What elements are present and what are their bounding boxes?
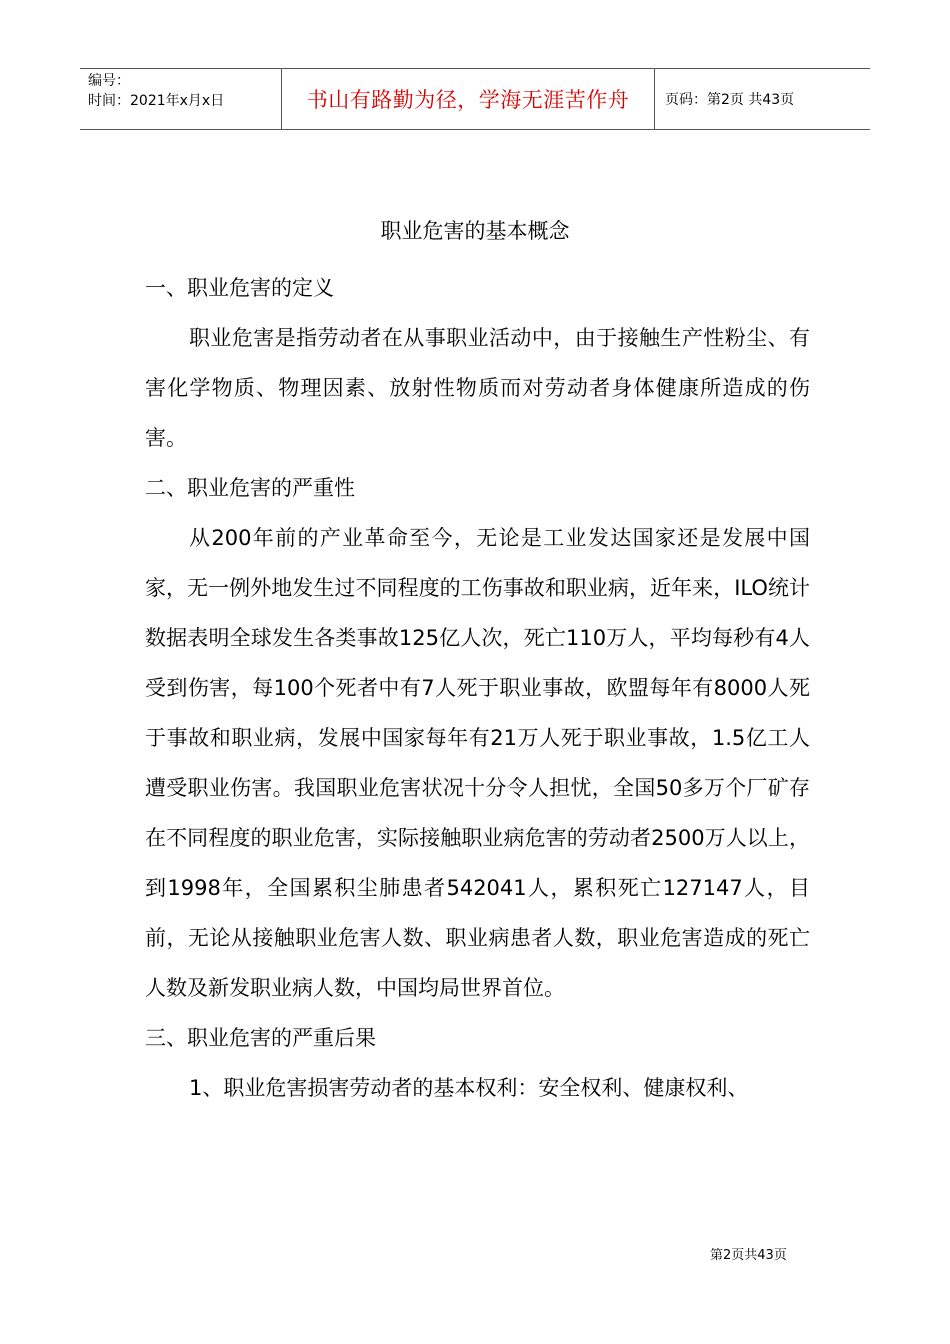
section3-heading: 三、职业危害的严重后果	[145, 1026, 376, 1050]
document-title: 职业危害的基本概念	[380, 219, 570, 243]
header-page-info: 页码：第2页 共43页	[665, 92, 795, 108]
header-meta-cell	[80, 69, 282, 129]
document-body	[145, 263, 810, 1113]
header-motto: 书山有路勤为径，学海无涯苦作舟	[282, 69, 655, 129]
page-header	[80, 68, 870, 130]
page-footer: 第2页共43页	[710, 1248, 787, 1263]
section2-paragraph: 从200年前的产业革命至今，无论是工业发达国家还是发展中国家，无一例外地发生过不同程度的工伤事故和职业病，近年来，ILO统计数据表明全球发生各类事故125亿人次，死亡110万人，平均每秒有4人受到伤害，每100个死者中有7人死于职业事故，欧盟每年有8000人死于事故和职业病，发展中国家每年有21万人死于职业事故，1.5亿工人遭受职业伤害。我国职业危害状况十分令人担忧，全国50多万个厂矿存在不同程度的职业危害，实际接触职业病危害的劳动者2500万人以上，到1998年，全国累积尘肺患者542041人，累积死亡127147人，目前，无论从接触职业危害人数、职业病患者人数，职业危害造成的死亡人数及新发职业病人数，中国均局世界首位。	[145, 526, 810, 1000]
section3-item-1: 1、职业危害损害劳动者的基本权利：安全权利、健康权利、	[189, 1076, 749, 1100]
header-time-label: 时间：2021年x月x日	[88, 93, 225, 109]
header-number-label: 编号：	[88, 73, 130, 89]
section1-heading: 一、职业危害的定义	[145, 276, 334, 300]
section2-heading: 二、职业危害的严重性	[145, 476, 355, 500]
section1-paragraph: 职业危害是指劳动者在从事职业活动中，由于接触生产性粉尘、有害化学物质、物理因素、放射性物质而对劳动者身体健康所造成的伤害。	[145, 326, 810, 450]
